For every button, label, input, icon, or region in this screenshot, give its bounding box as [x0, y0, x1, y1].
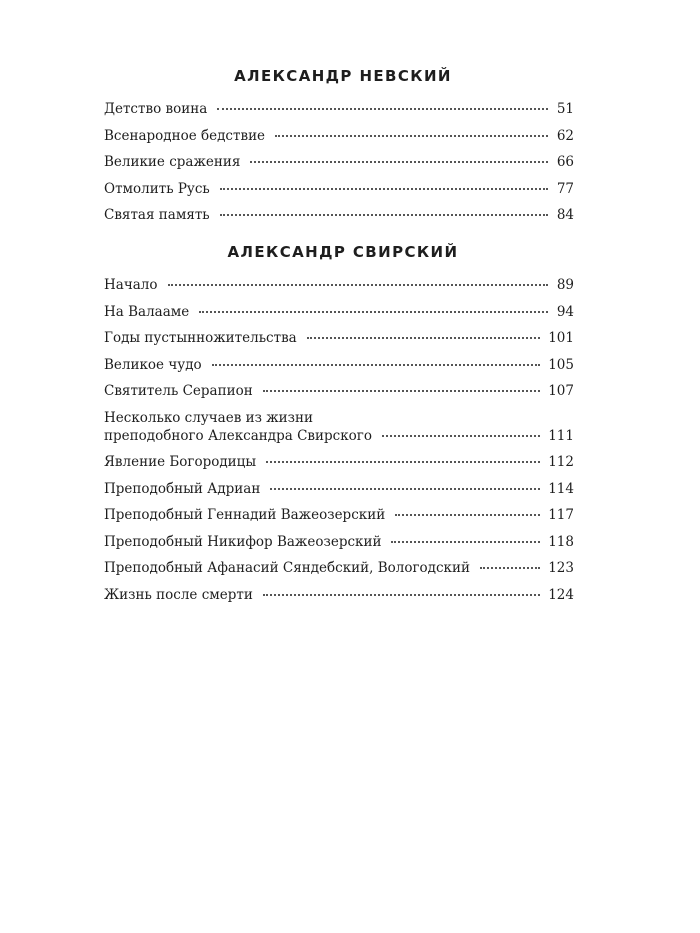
dot-leader [307, 337, 540, 339]
toc-entry [104, 506, 574, 524]
dot-leader [263, 390, 541, 392]
dot-leader [220, 214, 548, 216]
toc-entry [104, 303, 574, 321]
toc-entry [104, 329, 574, 347]
dot-leader [270, 488, 540, 490]
entry-title: Детство воина [104, 101, 208, 117]
entry-title: преподобного Александра Свирского [104, 427, 372, 444]
dot-leader [266, 461, 540, 463]
entry-title: Всенародное бедствие [104, 127, 266, 144]
dot-leader [395, 514, 540, 516]
table-of-contents [104, 66, 574, 612]
toc-entry [104, 480, 574, 498]
entry-title: Святая память [104, 207, 210, 223]
dot-leader [168, 284, 549, 286]
entry-title: Годы пустынножительства [104, 330, 297, 346]
toc-entry [104, 559, 574, 577]
page-number: 124 [548, 586, 574, 603]
dot-leader [382, 435, 540, 437]
dot-leader [199, 311, 548, 313]
page-number: 117 [548, 507, 574, 523]
entry-title: Начало [104, 277, 158, 293]
dot-leader [250, 161, 548, 163]
page-number: 84 [556, 207, 574, 223]
toc-entry [104, 206, 574, 224]
page-number: 51 [556, 101, 574, 117]
entry-title: Святитель Серапион [104, 383, 253, 399]
entry-title: Жизнь после смерти [104, 586, 253, 603]
toc-entry [104, 276, 574, 294]
page-number: 66 [556, 154, 574, 170]
dot-leader [480, 567, 540, 569]
toc-entry [104, 382, 574, 400]
toc-entry [104, 180, 574, 198]
dot-leader [391, 541, 540, 543]
page-number: 94 [556, 303, 574, 320]
toc-entry [104, 127, 574, 145]
page-number: 89 [556, 277, 574, 293]
entry-title: На Валааме [104, 303, 190, 320]
toc-entry [104, 409, 574, 445]
dot-leader [212, 364, 541, 366]
page-number: 105 [548, 356, 574, 373]
entry-title: Великие сражения [104, 154, 241, 170]
entry-title: Преподобный Никифор Важеозерский [104, 533, 382, 550]
toc-entry-list [104, 276, 574, 604]
toc-entry [104, 100, 574, 118]
dot-leader [220, 188, 548, 190]
toc-entry [104, 356, 574, 374]
page-number: 101 [548, 330, 574, 346]
toc-entry [104, 586, 574, 604]
toc-entry [104, 453, 574, 471]
toc-section-svirsky [104, 242, 574, 604]
entry-title: Преподобный Афанасий Сяндебский, Вологодский [104, 560, 470, 576]
toc-entry [104, 153, 574, 171]
page-number: 112 [548, 454, 574, 470]
section-title: АЛЕКСАНДР СВИРСКИЙ [227, 243, 459, 261]
page-number: 118 [548, 533, 574, 550]
dot-leader [217, 108, 548, 110]
entry-title-line1: Несколько случаев из жизни [104, 409, 314, 426]
entry-title: Преподобный Геннадий Важеозерский [104, 507, 386, 523]
entry-title: Отмолить Русь [104, 180, 210, 197]
dot-leader [263, 594, 540, 596]
toc-entry-list [104, 100, 574, 224]
entry-title: Преподобный Адриан [104, 480, 261, 497]
page-number: 123 [548, 560, 574, 576]
page-number: 107 [548, 383, 574, 399]
page-number: 77 [556, 180, 574, 197]
page-number: 62 [556, 127, 574, 144]
toc-section-nevsky [104, 66, 574, 224]
section-title: АЛЕКСАНДР НЕВСКИЙ [234, 67, 452, 85]
page-number: 114 [548, 480, 574, 497]
dot-leader [275, 135, 548, 137]
entry-title: Явление Богородицы [104, 454, 257, 470]
toc-entry [104, 533, 574, 551]
page-number: 111 [548, 427, 574, 444]
entry-title: Великое чудо [104, 356, 202, 373]
